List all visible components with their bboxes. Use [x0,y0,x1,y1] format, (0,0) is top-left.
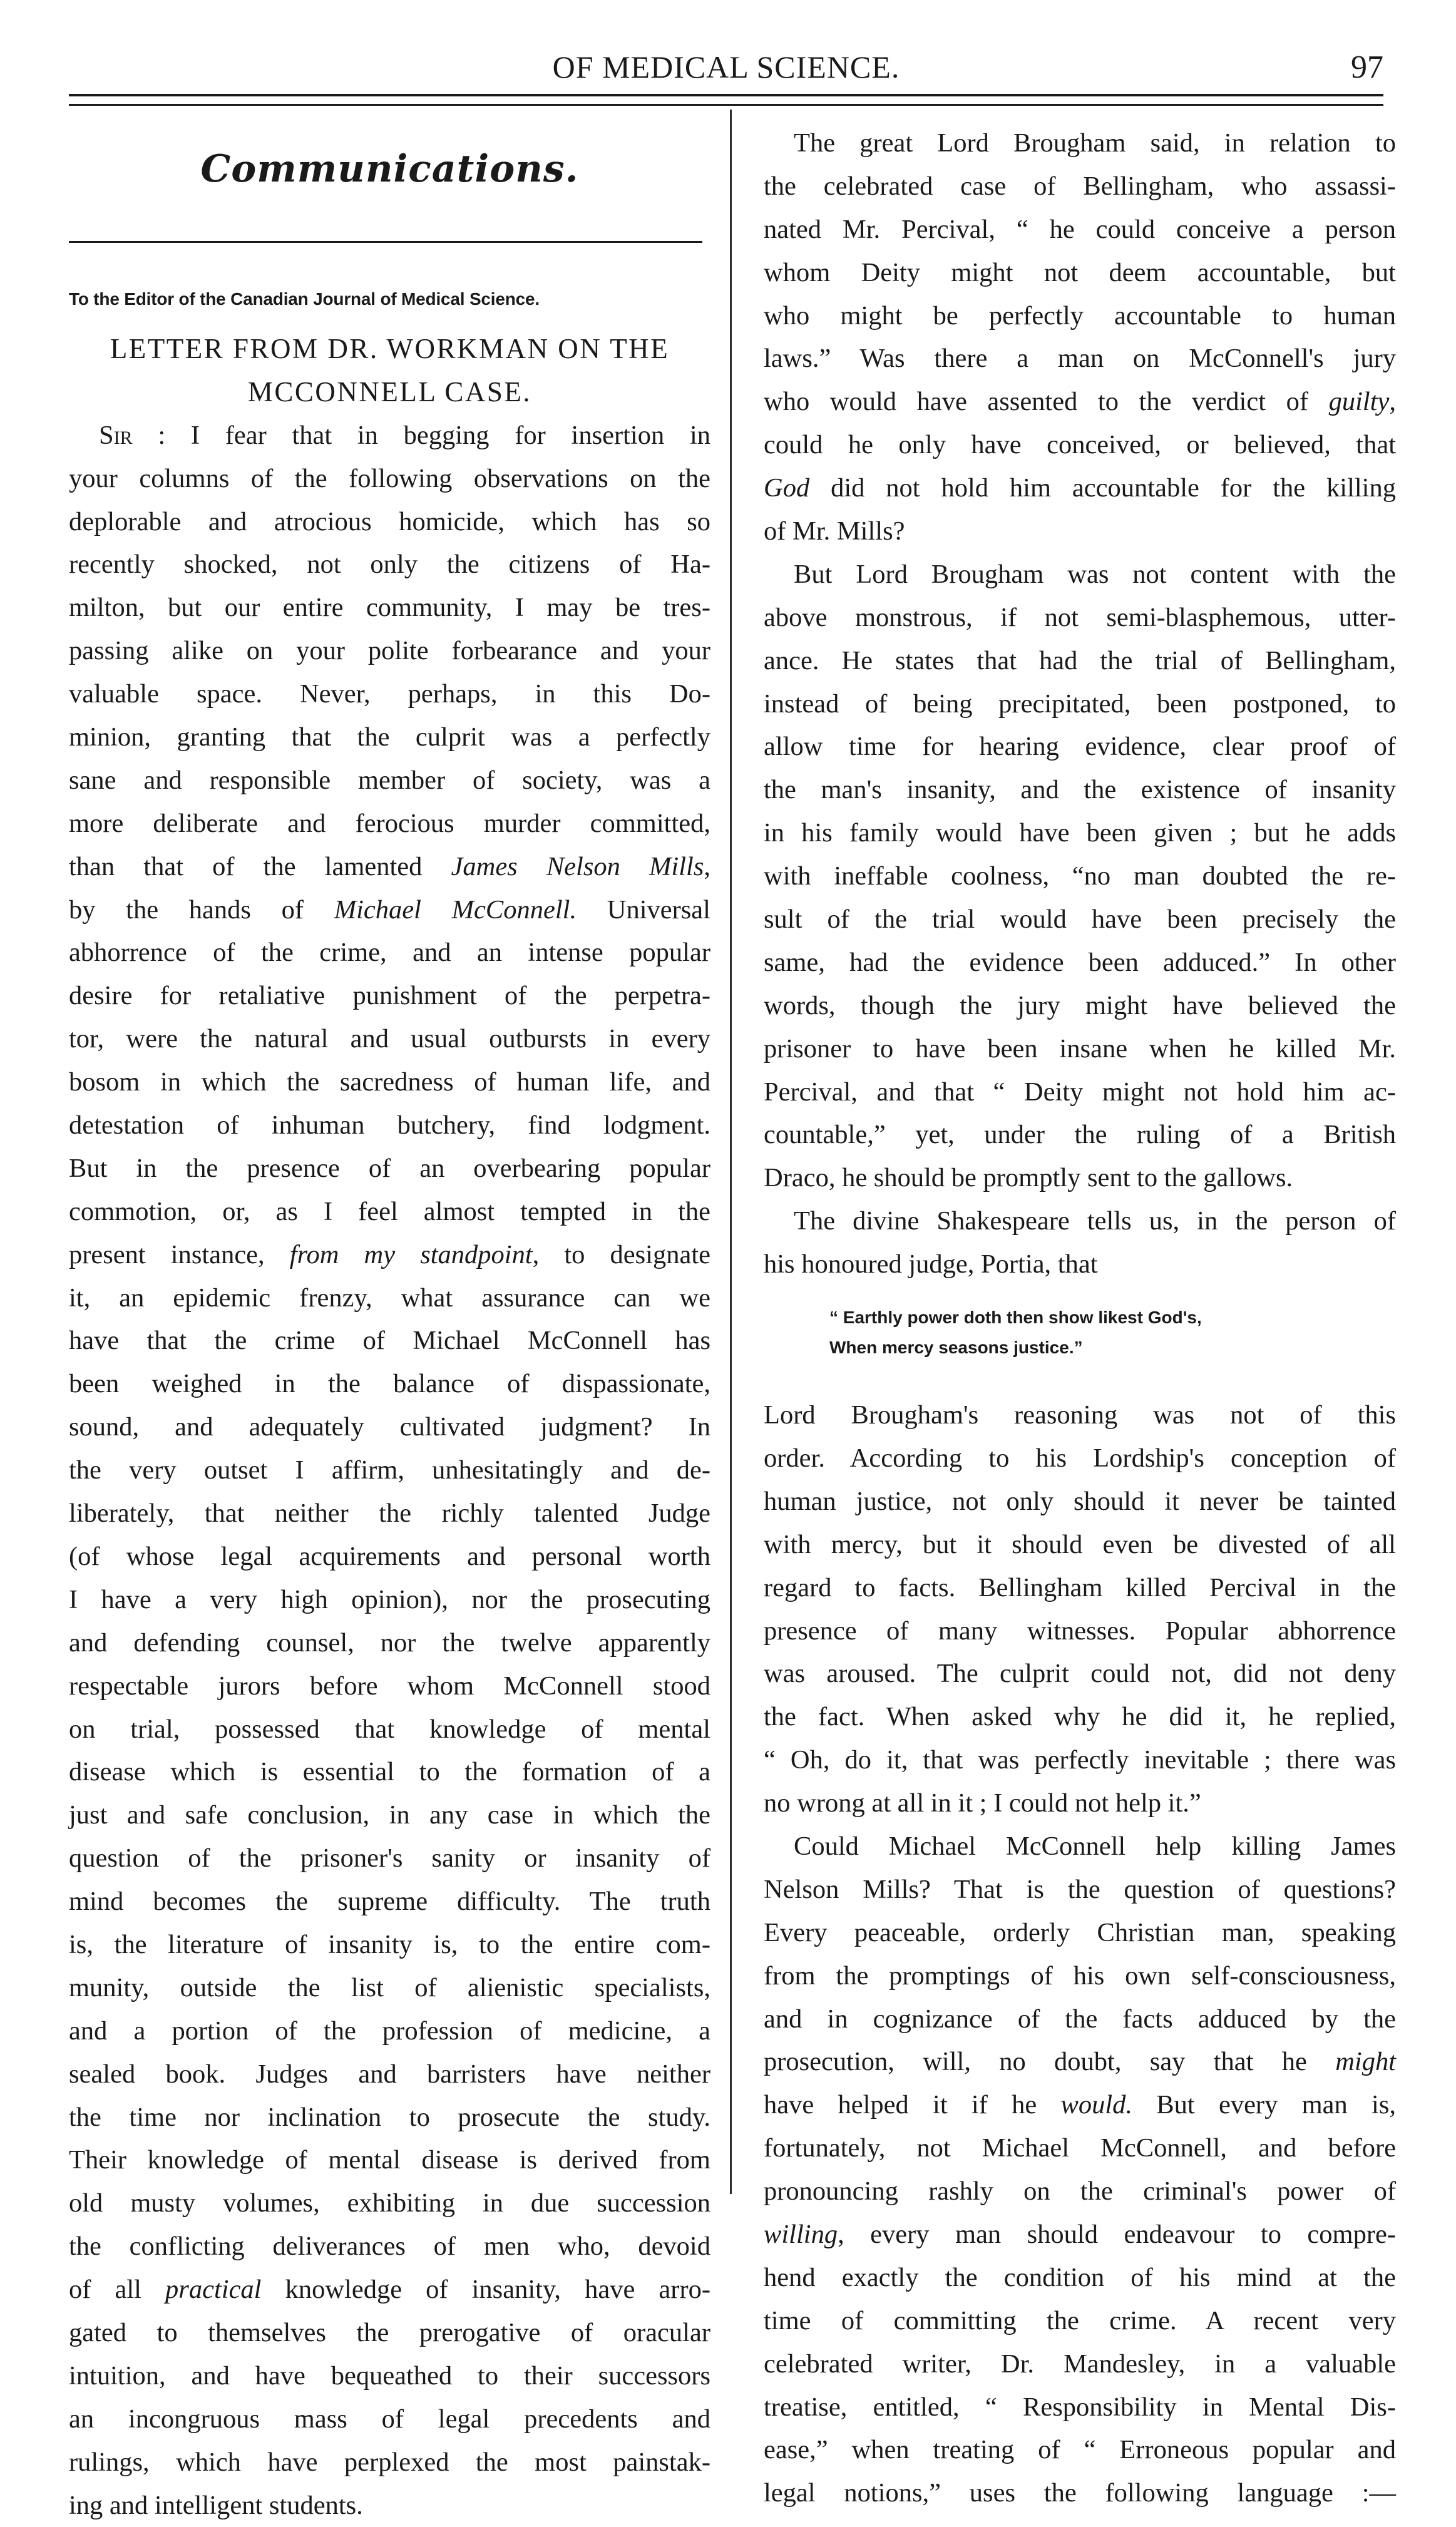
left-column-body [69,414,710,2527]
text-line [69,587,710,630]
text-line [69,2398,710,2441]
text-line [69,1104,710,1147]
text-segment: munity, outside the list of alienistic specialists, [69,1972,710,2002]
text-line [69,2355,710,2398]
text-line [764,510,1396,553]
text-segment: rulings, which have perplexed the most painstak- [69,2447,710,2477]
text-line [69,1147,710,1191]
text-line [69,1363,710,1406]
text-segment: whom Deity might not deem accountable, but [764,257,1396,287]
text-segment: the very outset I affirm, unhesitatingly and de- [69,1455,710,1485]
text-line [764,424,1396,467]
text-segment: above monstrous, if not semi-blasphemous, utter- [764,602,1396,632]
text-segment: in his family would have been given ; but he adds [764,818,1396,848]
text-segment: nated Mr. Percival, “ he could conceive a person [764,214,1396,244]
text-segment: valuable space. Never, perhaps, in this Do- [69,679,710,709]
text-line [764,1825,1396,1868]
text-segment: the celebrated case of Bellingham, who assassi- [764,171,1396,201]
text-segment: order. According to his Lordship's conception of [764,1443,1396,1473]
text-line [764,985,1396,1028]
text-line [764,2170,1396,2213]
text-segment: But Lord Brougham was not content with the [794,559,1396,589]
text-line [764,1394,1396,1437]
verse-quotation [764,1303,1396,1363]
text-line [69,2010,710,2053]
text-segment: intuition, and have bequeathed to their successors [69,2360,710,2391]
text-segment: old musty volumes, exhibiting in due succession [69,2188,710,2218]
text-line [764,165,1396,208]
text-segment: detestation of inhuman butchery, find lodgment. [69,1110,710,1140]
text-segment: his honoured judge, Portia, that [764,1249,1098,1279]
quote-line: When mercy seasons justice.” [829,1338,1083,1358]
text-line [764,769,1396,812]
text-line [69,1665,710,1708]
text-line [764,1200,1396,1243]
text-segment: is, the literature of insanity is, to the entire com- [69,1929,710,1959]
text-segment: the conflicting deliverances of men who, devoid [69,2232,710,2262]
column-divider [730,110,732,2194]
text-line [69,630,710,673]
text-line [69,931,710,975]
text-segment: recently shocked, not only the citizens of Ha- [69,550,710,580]
text-segment: fortunately, not Michael McConnell, and before [764,2133,1396,2163]
text-segment: have helped it if he [764,2090,1061,2120]
text-segment: The great Lord Brougham said, in relation to [794,128,1396,158]
italic-text: God [764,473,810,503]
text-line [69,1449,710,1492]
text-line [764,2472,1396,2515]
text-line [764,1524,1396,1567]
text-line [69,1277,710,1320]
text-segment: mind becomes the supreme difficulty. The truth [69,1887,710,1917]
text-segment: and a portion of the profession of medicine, a [69,2016,710,2046]
text-line [69,1794,710,1837]
text-line [764,295,1396,338]
text-segment: no wrong at all in it ; I could not help it.” [764,1788,1201,1818]
text-segment: the time nor inclination to prosecute the study. [69,2102,710,2132]
text-line [69,1924,710,1967]
page-number: 97 [1351,49,1383,85]
text-segment: human justice, not only should it never be tainted [764,1486,1396,1516]
text-segment: sound, and adequately cultivated judgment? In [69,1412,710,1442]
text-line [69,1061,710,1104]
text-segment: Universal [577,894,710,925]
text-segment: ing and intelligent students. [69,2490,363,2520]
header-rule-bottom [69,104,1383,106]
text-segment: “ Oh, do it, that was perfectly inevitable ; there was [764,1745,1396,1775]
text-segment: countable,” yet, under the ruling of a British [764,1120,1396,1150]
text-line [69,759,710,802]
text-line [764,941,1396,985]
text-line [764,898,1396,941]
text-segment: Every peaceable, orderly Christian man, speaking [764,1917,1396,1947]
right-column-body-before-quote [764,122,1396,1286]
text-segment: been weighed in the balance of dispassionate, [69,1369,710,1399]
text-line [69,1967,710,2010]
text-segment: than that of the lamented [69,851,451,881]
text-segment: have that the crime of Michael McConnell has [69,1326,710,1356]
text-segment: from the promptings of his own self-consciousness, [764,1961,1396,1991]
text-segment: Percival, and that “ Deity might not hold him ac- [764,1077,1396,1107]
text-line [764,2429,1396,2472]
text-segment: Lord Brougham's reasoning was not of this [764,1400,1396,1430]
text-line [764,1243,1396,1286]
text-segment: celebrated writer, Dr. Mandesley, in a valuable [764,2349,1396,2379]
text-line [764,122,1396,165]
text-segment: hend exactly the condition of his mind at the [764,2262,1396,2292]
text-line [69,1622,710,1665]
text-segment: your columns of the following observations on the [69,463,710,493]
text-segment: (of whose legal acquirements and personal worth [69,1541,710,1571]
text-line [69,2053,710,2096]
section-rule [69,241,702,243]
text-segment: pronouncing rashly on the criminal's power of [764,2176,1396,2207]
text-segment: sult of the trial would have been precisely the [764,905,1396,935]
text-line [764,2213,1396,2257]
text-line [69,2096,710,2140]
text-segment: prisoner to have been insane when he killed Mr. [764,1033,1396,1064]
text-line [69,2225,710,2268]
text-line [69,2441,710,2484]
italic-text: Michael McConnell. [334,894,577,925]
right-column-body-after-quote [764,1394,1396,2515]
text-segment: it, an epidemic frenzy, what assurance can we [69,1283,710,1313]
text-segment: on trial, possessed that knowledge of mental [69,1714,710,1744]
text-line [764,1437,1396,1480]
text-line [764,553,1396,597]
text-line [764,467,1396,510]
italic-text: willing [764,2219,838,2249]
text-segment: the fact. When asked why he did it, he replied, [764,1702,1396,1732]
text-segment: an incongruous mass of legal precedents and [69,2404,710,2434]
text-segment: treatise, entitled, “ Responsibility in Mental Dis- [764,2392,1396,2422]
text-line [764,1157,1396,1200]
text-line [69,2312,710,2355]
text-segment: , [1389,387,1396,417]
text-segment: , to designate [532,1239,710,1269]
text-line [69,889,710,932]
text-segment: and in cognizance of the facts adduced by the [764,2004,1396,2034]
text-segment: passing alike on your polite forbearance and your [69,636,710,666]
text-line [69,2484,710,2527]
letter-title-line: MCCONNELL CASE. [247,376,532,407]
text-line [69,2139,710,2182]
italic-text: might [1335,2047,1396,2077]
running-head-title: OF MEDICAL SCIENCE. [552,49,900,85]
text-segment: ance. He states that had the trial of Bellingham, [764,645,1396,675]
text-line [69,414,710,458]
italic-text: would. [1060,2090,1133,2120]
text-line [764,1739,1396,1782]
text-segment: ease,” when treating of “ Erroneous popular and [764,2435,1396,2465]
text-segment: was aroused. The culprit could not, did not deny [764,1659,1396,1689]
text-line [764,2084,1396,2127]
text-line [69,1579,710,1622]
text-segment: disease which is essential to the formation of a [69,1757,710,1787]
text-line [69,2268,710,2312]
italic-text: guilty [1328,387,1390,417]
text-line [764,252,1396,295]
text-line [69,975,710,1018]
text-segment: Nelson Mills? That is the question of questions? [764,1874,1396,1904]
text-segment: The divine Shakespeare tells us, in the person of [794,1206,1396,1236]
section-heading: Communications. [200,147,579,191]
text-segment: present instance, [69,1239,290,1269]
text-line [69,501,710,544]
text-line [69,1234,710,1277]
text-line [764,1610,1396,1653]
text-segment: gated to themselves the prerogative of oracular [69,2317,710,2347]
quote-line: “ Earthly power doth then show likest God's, [829,1308,1202,1328]
text-segment: tor, were the natural and usual outbursts in every [69,1024,710,1054]
text-line [69,2182,710,2225]
text-segment: who might be perfectly accountable to human [764,300,1396,331]
text-line [764,1955,1396,1998]
text-segment: could he only have conceived, or believed, that [764,430,1396,460]
text-line [764,812,1396,855]
text-segment: sane and responsible member of society, was a [69,765,710,795]
text-line [69,846,710,889]
text-line [764,1480,1396,1524]
text-line [764,1868,1396,1912]
text-line [69,1018,710,1061]
text-line [764,597,1396,640]
running-head [69,38,1383,88]
text-segment: regard to facts. Bellingham killed Percival in the [764,1572,1396,1602]
text-segment: abhorrence of the crime, and an intense popular [69,938,710,968]
text-segment: liberately, that neither the richly talented Judge [69,1499,710,1529]
text-line [69,1492,710,1535]
text-segment: the man's insanity, and the existence of insanity [764,775,1396,805]
text-segment: of Mr. Mills? [764,516,905,546]
text-segment: words, though the jury might have believed the [764,990,1396,1020]
text-line [69,1320,710,1363]
text-segment: , every man should endeavour to compre- [838,2219,1396,2249]
text-segment: did not hold him accountable for the killing [809,473,1396,503]
text-line [764,640,1396,683]
italic-text: from my standpoint [289,1239,533,1269]
text-line [764,1998,1396,2041]
text-line [764,2343,1396,2386]
text-segment: desire for retaliative punishment of the perpetra- [69,981,710,1011]
text-line [764,683,1396,726]
text-line [764,337,1396,381]
text-line [764,2127,1396,2170]
italic-text: practical [165,2275,262,2305]
text-segment: knowledge of insanity, have arro- [261,2275,710,2305]
text-line [764,1114,1396,1157]
text-segment: , [704,851,710,881]
header-rule-top [69,94,1383,96]
text-line [69,1708,710,1751]
text-line [764,1567,1396,1610]
text-segment: sealed book. Judges and barristers have neither [69,2059,710,2089]
text-line [764,2041,1396,2084]
text-segment: Draco, he should be promptly sent to the gallows. [764,1163,1293,1193]
letter-title [69,328,710,414]
text-segment: with ineffable coolness, “no man doubted the re- [764,861,1396,891]
text-segment: more deliberate and ferocious murder committed, [69,808,710,838]
text-line [764,1696,1396,1739]
text-segment: question of the prisoner's sanity or insanity of [69,1843,710,1873]
text-segment: commotion, or, as I feel almost tempted in the [69,1196,710,1226]
text-segment: who would have assented to the verdict of [764,387,1329,417]
text-segment: respectable jurors before whom McConnell stood [69,1671,710,1701]
text-line [69,1535,710,1579]
text-segment: bosom in which the sacredness of human life, and [69,1067,710,1097]
text-segment: time of committing the crime. A recent very [764,2305,1396,2335]
text-line [69,673,710,716]
text-segment: I have a very high opinion), nor the prosecuting [69,1584,710,1614]
text-line [69,1837,710,1880]
text-line [764,1782,1396,1825]
text-segment: deplorable and atrocious homicide, which has so [69,506,710,536]
text-line [69,458,710,501]
text-line [764,1653,1396,1696]
italic-text: James Nelson Mills [451,851,704,881]
text-segment: just and safe conclusion, in any case in which the [69,1800,710,1830]
text-line [69,1406,710,1449]
text-line [764,2386,1396,2429]
letter-title-line: LETTER FROM DR. WORKMAN ON THE [110,333,670,364]
text-line [764,725,1396,769]
text-segment: by the hands of [69,894,334,925]
text-segment: minion, granting that the culprit was a perfectly [69,722,710,752]
text-line [69,1191,710,1234]
addressee-line: To the Editor of the Canadian Journal of Medical Science. [69,289,540,309]
text-segment: But every man is, [1132,2090,1396,2120]
text-segment: of all [69,2275,166,2305]
text-segment: with mercy, but it should even be divested of all [764,1529,1396,1559]
text-line [764,2300,1396,2343]
text-segment: laws.” Was there a man on McConnell's jury [764,344,1396,374]
right-column [764,122,1396,2515]
text-segment: allow time for hearing evidence, clear proof of [764,732,1396,762]
text-segment: Could Michael McConnell help killing James [794,1831,1396,1861]
text-line [69,1880,710,1924]
text-line [764,208,1396,252]
text-line [69,716,710,759]
text-segment: presence of many witnesses. Popular abhorrence [764,1616,1396,1646]
text-line [764,1071,1396,1114]
text-segment: : I fear that in begging for insertion in [132,420,710,450]
text-segment: But in the presence of an overbearing popular [69,1153,710,1183]
text-segment: milton, but our entire community, I may be tres- [69,593,710,623]
text-line [764,381,1396,424]
text-segment: Sir [99,420,133,450]
text-segment: and defending counsel, nor the twelve apparently [69,1627,710,1658]
text-line [764,1028,1396,1071]
text-segment: Their knowledge of mental disease is derived from [69,2145,710,2175]
text-line [69,1751,710,1794]
left-column [69,122,710,2527]
text-segment: same, had the evidence been adduced.” In other [764,947,1396,977]
text-segment: instead of being precipitated, been postponed, to [764,689,1396,719]
text-segment: legal notions,” uses the following language :— [764,2478,1396,2508]
text-line [764,855,1396,898]
text-line [69,543,710,587]
text-line [69,802,710,846]
text-line [764,2257,1396,2300]
text-line [764,1912,1396,1955]
text-segment: prosecution, will, no doubt, say that he [764,2047,1336,2077]
